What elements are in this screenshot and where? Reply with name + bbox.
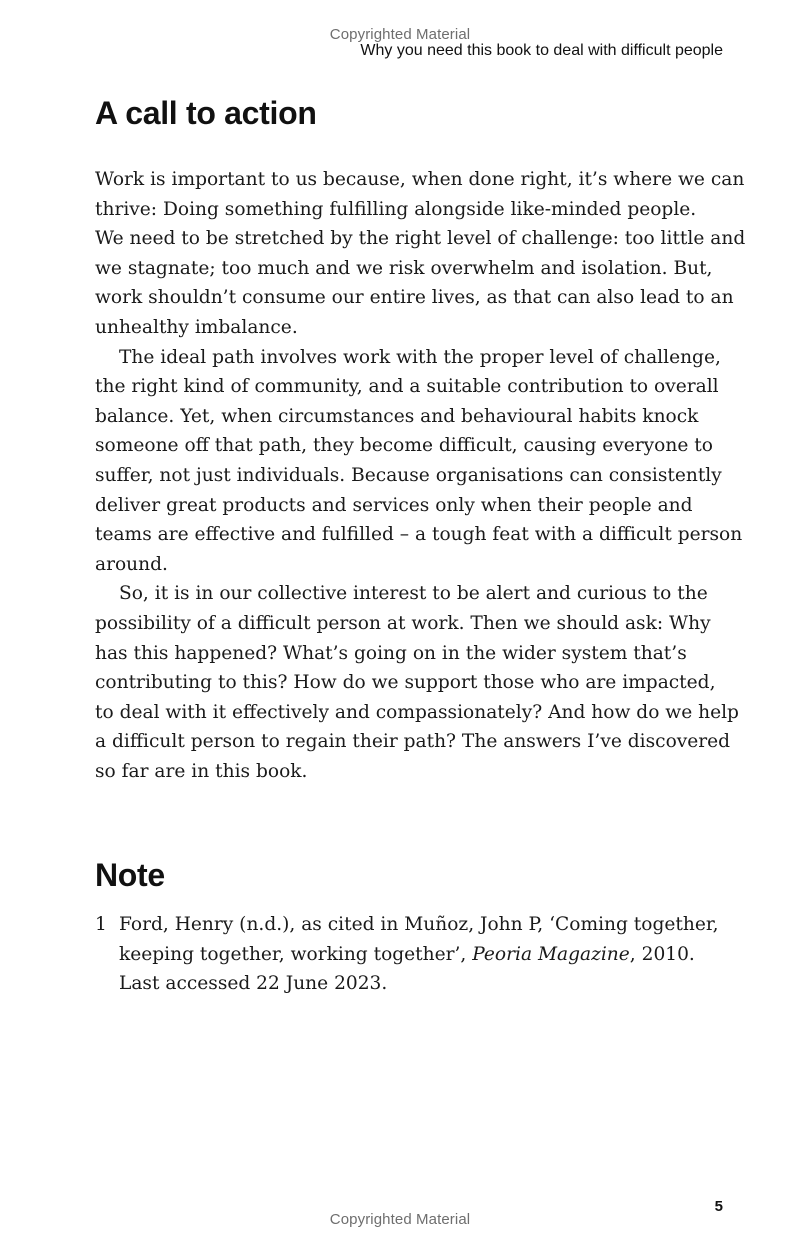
paragraph-line: to deal with it effectively and compassionately? And how do we help: [95, 701, 739, 723]
running-head: Why you need this book to deal with difficult people: [360, 42, 723, 59]
note-text-segment: keeping together, working together’,: [119, 943, 473, 965]
section-heading: A call to action: [95, 95, 317, 131]
paragraph-line: deliver great products and services only when their people and: [95, 494, 693, 516]
paragraph-line: the right kind of community, and a suitable contribution to overall: [95, 376, 719, 398]
note-line: [119, 940, 735, 970]
paragraph-line: We need to be stretched by the right level of challenge: too little and: [95, 228, 746, 250]
paragraph-line: So, it is in our collective interest to be alert and curious to the: [119, 583, 708, 605]
paragraph-line: teams are effective and fulfilled – a tough feat with a difficult person: [95, 524, 743, 546]
note-item: [95, 910, 735, 999]
paragraph-line: has this happened? What’s going on in the wider system that’s: [95, 642, 687, 664]
paragraph-line: a difficult person to regain their path? The answers I’ve discovered: [95, 731, 731, 753]
paragraph: [95, 343, 743, 580]
paragraph-line: work shouldn’t consume our entire lives, as that can also lead to an: [95, 287, 734, 309]
note-line: Ford, Henry (n.d.), as cited in Muñoz, John P, ‘Coming together,: [119, 914, 719, 935]
note-line: Last accessed 22 June 2023.: [119, 973, 388, 995]
copyright-watermark-bottom: Copyrighted Material: [329, 1211, 471, 1228]
note-text-segment: , 2010.: [629, 943, 695, 965]
paragraph: [95, 165, 746, 343]
paragraph-line: unhealthy imbalance.: [95, 316, 298, 338]
copyright-watermark-top: Copyrighted Material: [329, 26, 471, 43]
notes-list: [95, 910, 735, 999]
paragraph-line: contributing to this? How do we support those who are impacted,: [95, 672, 716, 694]
paragraph-line: around.: [95, 553, 168, 575]
paragraph-line: so far are in this book.: [95, 760, 308, 782]
note-number: 1: [95, 914, 107, 935]
paragraph-line: someone off that path, they become difficult, causing everyone to: [95, 435, 713, 457]
notes-heading: Note: [95, 857, 165, 893]
note-text: [119, 910, 735, 999]
page-number: 5: [714, 1198, 723, 1215]
paragraph: [95, 579, 739, 786]
section-body: [95, 165, 746, 786]
paragraph-line: The ideal path involves work with the proper level of challenge,: [119, 346, 721, 368]
paragraph-line: suffer, not just individuals. Because organisations can consistently: [95, 464, 722, 486]
note-publication-title: Peoria Magazine: [472, 943, 630, 965]
paragraph-line: possibility of a difficult person at work. Then we should ask: Why: [95, 612, 711, 634]
paragraph-line: balance. Yet, when circumstances and behavioural habits knock: [95, 405, 699, 427]
paragraph-line: Work is important to us because, when done right, it’s where we can: [95, 169, 745, 190]
paragraph-line: we stagnate; too much and we risk overwhelm and isolation. But,: [95, 257, 713, 279]
paragraph-line: thrive: Doing something fulfilling alongside like-minded people.: [95, 198, 697, 220]
